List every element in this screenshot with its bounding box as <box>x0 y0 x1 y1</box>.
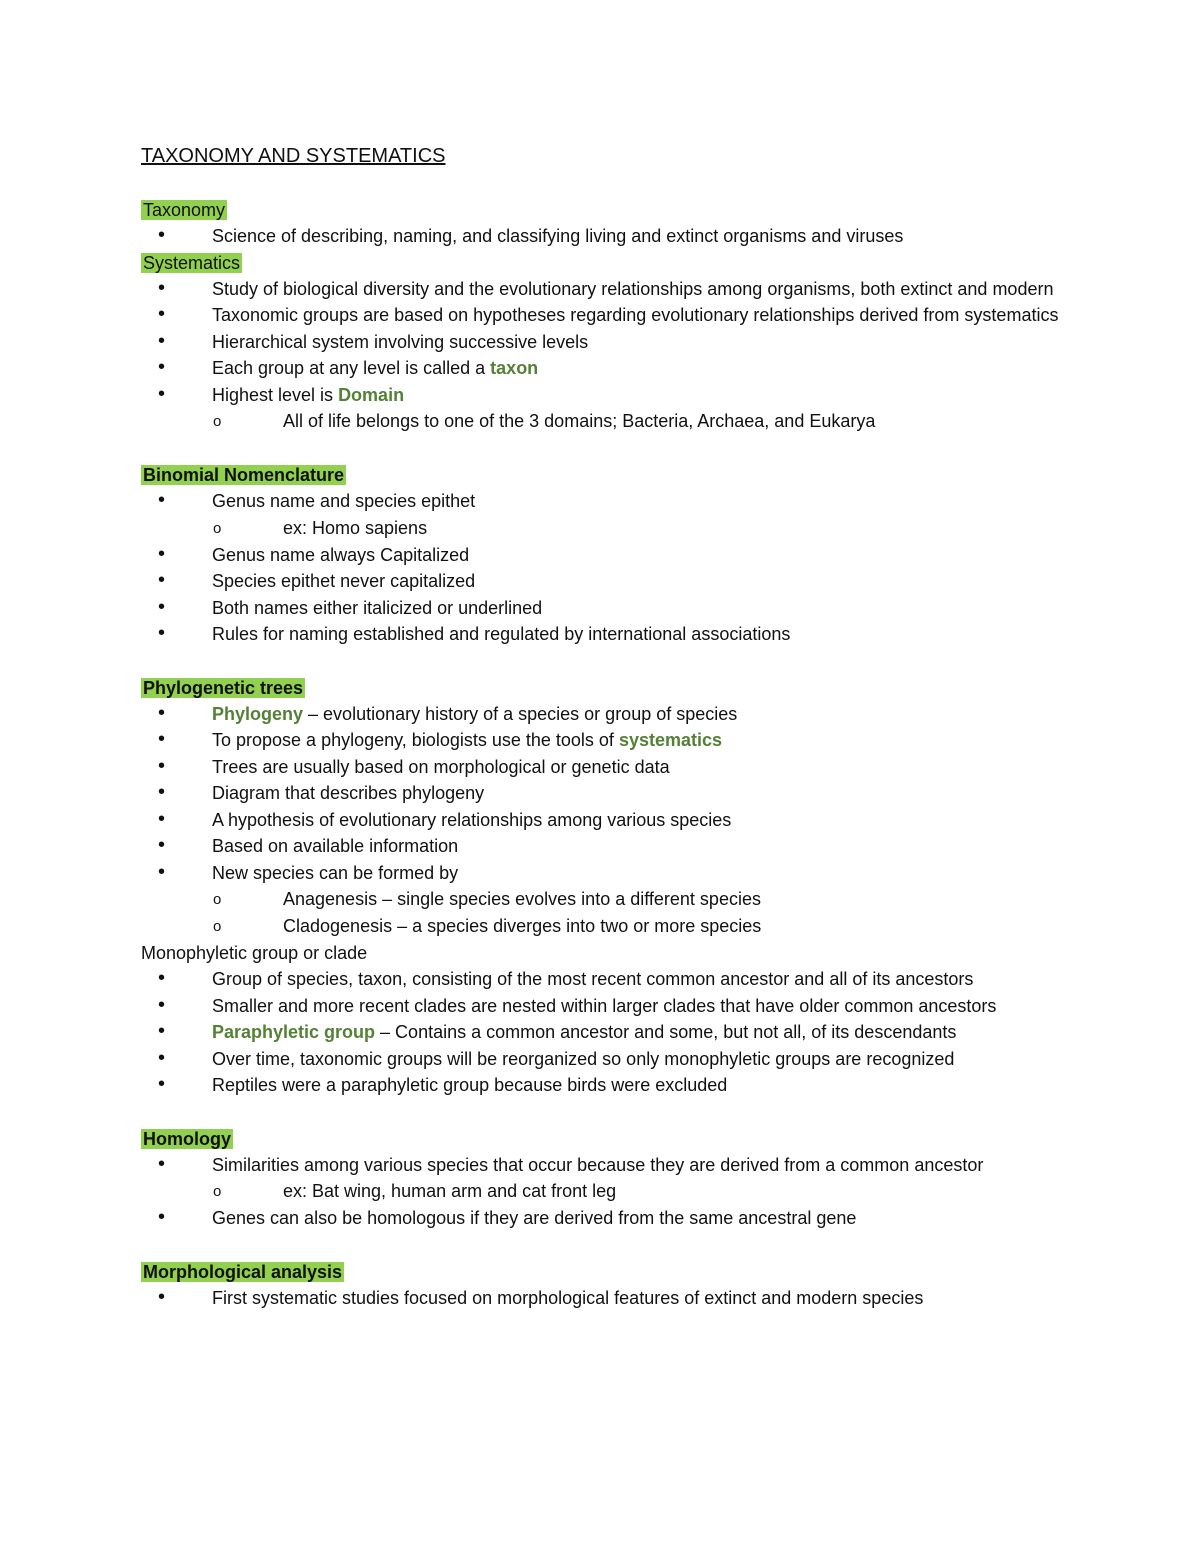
list-item: • To propose a phylogeny, biologists use the tools of systematics <box>141 727 1101 754</box>
list-item: • First systematic studies focused on morphological features of extinct and modern species <box>141 1285 1101 1312</box>
heading-monophyletic-group: Monophyletic group or clade <box>141 943 368 963</box>
bullet-icon: • <box>158 701 166 724</box>
bullet-icon: • <box>158 1073 166 1095</box>
bullet-icon: • <box>158 1046 166 1069</box>
bullet-icon: • <box>158 967 166 989</box>
list-item: • Over time, taxonomic groups will be reorganized so only monophyletic groups are recognized <box>141 1046 1101 1073</box>
list-item: • Taxonomic groups are based on hypotheses regarding evolutionary relationships derived from systematics <box>141 302 1101 329</box>
list-item: • Paraphyletic group – Contains a common ancestor and some, but not all, of its descendants <box>141 1019 1101 1046</box>
term-systematics: systematics <box>618 730 723 750</box>
sub-list-item: o All of life belongs to one of the 3 domains; Bacteria, Archaea, and Eukarya <box>141 408 1101 435</box>
bullet-icon: • <box>158 834 166 856</box>
binomial-sublist <box>141 515 1101 542</box>
taxonomy-list <box>141 223 1101 250</box>
list-item: • Genus name and species epithet <box>141 488 1101 515</box>
binomial-list-continued <box>141 542 1101 648</box>
bullet-icon: • <box>158 1020 166 1042</box>
term-taxon: taxon <box>490 358 539 378</box>
list-item: • Each group at any level is called a taxon <box>141 355 1101 382</box>
document-page <box>141 143 1101 1311</box>
homology-list-continued <box>141 1205 1101 1232</box>
bullet-icon: • <box>158 728 166 750</box>
list-item: • A hypothesis of evolutionary relationships among various species <box>141 807 1101 834</box>
sub-list-item: o ex: Homo sapiens <box>141 515 1101 542</box>
sub-list-item: o ex: Bat wing, human arm and cat front leg <box>141 1178 1101 1205</box>
homology-sublist <box>141 1178 1101 1205</box>
bullet-icon: • <box>158 1206 166 1228</box>
document-title: TAXONOMY AND SYSTEMATICS <box>141 145 446 167</box>
phylogenetic-list <box>141 701 1101 887</box>
bullet-icon: • <box>158 303 166 325</box>
bullet-icon: • <box>158 382 166 405</box>
heading-phylogenetic-trees: Phylogenetic trees <box>143 677 304 698</box>
bullet-icon: • <box>158 224 166 246</box>
term-paraphyletic-group: Paraphyletic group <box>212 1022 376 1042</box>
bullet-icon: • <box>158 489 166 511</box>
sub-list-item: o Anagenesis – single species evolves into a different species <box>141 886 1101 913</box>
heading-binomial-nomenclature: Binomial Nomenclature <box>143 465 345 485</box>
list-item: • Smaller and more recent clades are nested within larger clades that have older common ancestors <box>141 993 1101 1020</box>
bullet-icon: • <box>158 542 166 565</box>
circle-bullet-icon: o <box>213 413 222 430</box>
list-item: • Both names either italicized or underlined <box>141 595 1101 622</box>
list-item: • Reptiles were a paraphyletic group because birds were excluded <box>141 1072 1101 1099</box>
bullet-icon: • <box>158 329 166 352</box>
circle-bullet-icon: o <box>213 918 222 935</box>
list-item: • Highest level is Domain <box>141 382 1101 409</box>
list-item: • Genes can also be homologous if they are derived from the same ancestral gene <box>141 1205 1101 1232</box>
bullet-icon: • <box>158 569 166 591</box>
heading-homology: Homology <box>143 1128 231 1149</box>
circle-bullet-icon: o <box>213 1183 222 1200</box>
bullet-icon: • <box>158 993 166 1016</box>
binomial-list <box>141 488 1101 515</box>
bullet-icon: • <box>158 622 166 644</box>
sub-list-item: o Cladogenesis – a species diverges into two or more species <box>141 913 1101 940</box>
systematics-list <box>141 276 1101 409</box>
list-item: • Phylogeny – evolutionary history of a species or group of species <box>141 701 1101 728</box>
list-item: • Based on available information <box>141 833 1101 860</box>
circle-bullet-icon: o <box>213 519 222 537</box>
heading-taxonomy: Taxonomy <box>143 200 226 220</box>
list-item: • Group of species, taxon, consisting of the most recent common ancestor and all of its ancestors <box>141 966 1101 993</box>
heading-morphological-analysis: Morphological analysis <box>143 1261 343 1282</box>
list-item: • Study of biological diversity and the evolutionary relationships among organisms, both extinct and modern <box>141 276 1101 303</box>
list-item: • Species epithet never capitalized <box>141 568 1101 595</box>
bullet-icon: • <box>158 754 166 777</box>
bullet-icon: • <box>158 807 166 830</box>
bullet-icon: • <box>158 1152 166 1175</box>
list-item: • Genus name always Capitalized <box>141 542 1101 569</box>
bullet-icon: • <box>158 276 166 299</box>
list-item: • Rules for naming established and regulated by international associations <box>141 621 1101 648</box>
list-item: • Trees are usually based on morphological or genetic data <box>141 754 1101 781</box>
bullet-icon: • <box>158 781 166 803</box>
term-domain: Domain <box>338 384 405 405</box>
morphological-list <box>141 1285 1101 1312</box>
domain-sublist <box>141 408 1101 435</box>
circle-bullet-icon: o <box>213 891 222 908</box>
heading-systematics: Systematics <box>143 252 241 273</box>
bullet-icon: • <box>158 860 166 883</box>
phylogenetic-sublist <box>141 886 1101 940</box>
bullet-icon: • <box>158 1285 166 1308</box>
homology-list <box>141 1152 1101 1179</box>
bullet-icon: • <box>158 595 166 618</box>
monophyletic-list <box>141 966 1101 1099</box>
list-item: • Hierarchical system involving successive levels <box>141 329 1101 356</box>
list-item: • Science of describing, naming, and classifying living and extinct organisms and viruses <box>141 223 1101 250</box>
term-phylogeny: Phylogeny <box>212 703 304 724</box>
bullet-icon: • <box>158 356 166 378</box>
list-item: • Similarities among various species that occur because they are derived from a common ancestor <box>141 1152 1101 1179</box>
list-item: • New species can be formed by <box>141 860 1101 887</box>
list-item: • Diagram that describes phylogeny <box>141 780 1101 807</box>
